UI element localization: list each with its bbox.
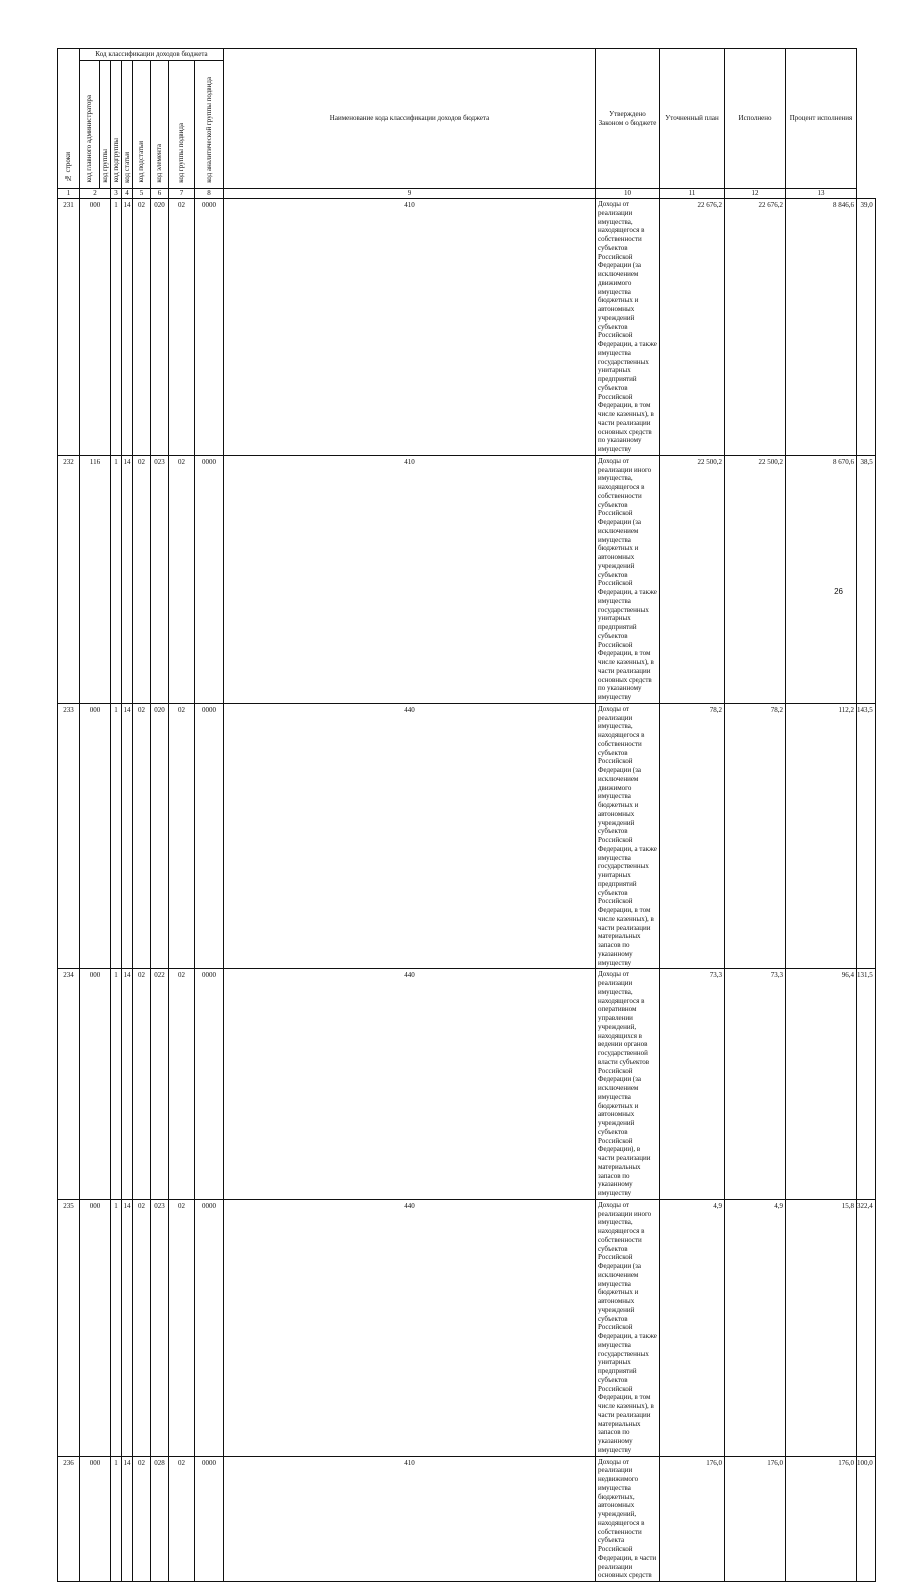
col-num-12: 12 (725, 189, 786, 199)
cell-subgroup-code: 14 (122, 969, 133, 1200)
table-row (58, 1199, 876, 1456)
cell-analytic-code: 440 (224, 969, 596, 1200)
cell-percent: 100,0 (857, 1456, 876, 1582)
cell-group-code: 1 (111, 455, 122, 703)
cell-article-code: 02 (133, 1199, 151, 1456)
header-code-substat: код подстатьи (133, 61, 151, 189)
cell-name: Доходы от реализации иного имущества, находящегося в собственности субъектов Российской Федерации (за исключением имущества бюджетных и автономных учреждений субъектов Российской Федерации, а также имущества государственных унитарных предприятий субъектов Российской Федерации, в том числе казенных), в части реализации материальных запасов по указанному имуществу (596, 1199, 660, 1456)
header-code-subgroup: код подгруппы (111, 61, 122, 189)
cell-refined: 4,9 (725, 1199, 786, 1456)
cell-percent: 322,4 (857, 1199, 876, 1456)
cell-article-code: 02 (133, 455, 151, 703)
table-row (58, 1456, 876, 1582)
cell-refined: 73,3 (725, 969, 786, 1200)
header-percent: Процент исполнения (786, 49, 857, 189)
header-code-article: код статьи (122, 61, 133, 189)
cell-substat-code: 023 (151, 1199, 169, 1456)
cell-element-code: 02 (169, 199, 195, 456)
cell-element-code: 02 (169, 1199, 195, 1456)
cell-subtype-code: 0000 (195, 455, 224, 703)
cell-analytic-code: 410 (224, 1456, 596, 1582)
cell-group-code: 1 (111, 199, 122, 456)
cell-subgroup-code: 14 (122, 199, 133, 456)
col-num-11: 11 (660, 189, 725, 199)
cell-article-code: 02 (133, 1456, 151, 1582)
cell-element-code: 02 (169, 969, 195, 1200)
cell-executed: 8 846,6 (786, 199, 857, 456)
cell-article-code: 02 (133, 199, 151, 456)
cell-approved: 73,3 (660, 969, 725, 1200)
cell-row-number: 233 (58, 703, 80, 969)
cell-analytic-code: 410 (224, 199, 596, 456)
cell-subtype-code: 0000 (195, 1199, 224, 1456)
cell-refined: 176,0 (725, 1456, 786, 1582)
cell-admin-code: 000 (80, 1456, 111, 1582)
cell-admin-code: 000 (80, 969, 111, 1200)
cell-group-code: 1 (111, 1199, 122, 1456)
header-refined: Уточненный план (660, 49, 725, 189)
header-code-subtype: код группы подвида (169, 61, 195, 189)
cell-approved: 22 500,2 (660, 455, 725, 703)
cell-executed: 176,0 (786, 1456, 857, 1582)
cell-subtype-code: 0000 (195, 703, 224, 969)
cell-analytic-code: 440 (224, 1199, 596, 1456)
cell-substat-code: 022 (151, 969, 169, 1200)
header-code-admin: код главного администратора (80, 61, 100, 189)
cell-subtype-code: 0000 (195, 969, 224, 1200)
cell-percent: 39,0 (857, 199, 876, 456)
cell-admin-code: 000 (80, 199, 111, 456)
cell-approved: 22 676,2 (660, 199, 725, 456)
col-num-1: 1 (58, 189, 80, 199)
cell-analytic-code: 410 (224, 455, 596, 703)
cell-row-number: 236 (58, 1456, 80, 1582)
cell-name: Доходы от реализации иного имущества, находящегося в собственности субъектов Российской Федерации (за исключением имущества бюджетных и автономных учреждений субъектов Российской Федерации, а также имущества государственных унитарных предприятий субъектов Российской Федерации, в том числе казенных), в части реализации основных средств по указанному имуществу (596, 455, 660, 703)
cell-subtype-code: 0000 (195, 1456, 224, 1582)
cell-article-code: 02 (133, 969, 151, 1200)
cell-row-number: 231 (58, 199, 80, 456)
cell-substat-code: 028 (151, 1456, 169, 1582)
col-num-9: 9 (224, 189, 596, 199)
cell-percent: 143,5 (857, 703, 876, 969)
cell-substat-code: 023 (151, 455, 169, 703)
cell-element-code: 02 (169, 455, 195, 703)
cell-executed: 96,4 (786, 969, 857, 1200)
cell-approved: 78,2 (660, 703, 725, 969)
header-code-group: код группы (100, 61, 111, 189)
header-name: Наименование кода классификации доходов бюджета (224, 49, 596, 189)
cell-row-number: 234 (58, 969, 80, 1200)
cell-subgroup-code: 14 (122, 455, 133, 703)
cell-group-code: 1 (111, 703, 122, 969)
cell-executed: 112,2 (786, 703, 857, 969)
cell-analytic-code: 440 (224, 703, 596, 969)
cell-group-code: 1 (111, 1456, 122, 1582)
budget-revenue-table (57, 48, 876, 1582)
cell-approved: 176,0 (660, 1456, 725, 1582)
header-approved: Утверждено Законом о бюджете (596, 49, 660, 189)
cell-refined: 22 500,2 (725, 455, 786, 703)
table-row (58, 969, 876, 1200)
col-num-10: 10 (596, 189, 660, 199)
header-code-element: код элемента (151, 61, 169, 189)
header-row-number: № строки (58, 49, 80, 189)
cell-name: Доходы от реализации недвижимого имущества бюджетных, автономных учреждений, находящегося в собственности субъекта Российской Федерации, в части реализации основных средств (596, 1456, 660, 1582)
cell-subtype-code: 0000 (195, 199, 224, 456)
cell-percent: 131,5 (857, 969, 876, 1200)
cell-admin-code: 116 (80, 455, 111, 703)
col-num-6: 6 (151, 189, 169, 199)
page-number: 26 (834, 587, 843, 596)
col-num-13: 13 (786, 189, 857, 199)
cell-element-code: 02 (169, 703, 195, 969)
table-row (58, 199, 876, 456)
col-num-3: 3 (111, 189, 122, 199)
cell-percent: 38,5 (857, 455, 876, 703)
header-executed: Исполнено (725, 49, 786, 189)
col-num-8: 8 (195, 189, 224, 199)
cell-row-number: 232 (58, 455, 80, 703)
cell-element-code: 02 (169, 1456, 195, 1582)
cell-group-code: 1 (111, 969, 122, 1200)
cell-admin-code: 000 (80, 703, 111, 969)
cell-approved: 4,9 (660, 1199, 725, 1456)
cell-executed: 15,8 (786, 1199, 857, 1456)
cell-refined: 22 676,2 (725, 199, 786, 456)
cell-subgroup-code: 14 (122, 1456, 133, 1582)
col-num-5: 5 (133, 189, 151, 199)
col-num-2: 2 (80, 189, 111, 199)
cell-subgroup-code: 14 (122, 703, 133, 969)
cell-article-code: 02 (133, 703, 151, 969)
cell-name: Доходы от реализации имущества, находящегося в оперативном управлении учреждений, находящихся в ведении органов государственной власти субъектов Российской Федерации (за исключением имущества бюджетных и автономных учреждений субъектов Российской Федерации), в части реализации материальных запасов по указанному имуществу (596, 969, 660, 1200)
column-number-row (58, 189, 876, 199)
cell-executed: 8 670,6 (786, 455, 857, 703)
col-num-4: 4 (122, 189, 133, 199)
table-row (58, 455, 876, 703)
header-code-analytic: код аналитической группы подвида (195, 61, 224, 189)
table-row (58, 703, 876, 969)
cell-name: Доходы от реализации имущества, находящегося в собственности субъектов Российской Федерации (за исключением движимого имущества бюджетных и автономных учреждений субъектов Российской Федерации, а также имущества государственных унитарных предприятий субъектов Российской Федерации, в том числе казенных), в части реализации материальных запасов по указанному имуществу (596, 703, 660, 969)
header-classification-group: Код классификации доходов бюджета (80, 49, 224, 61)
cell-name: Доходы от реализации имущества, находящегося в собственности субъектов Российской Федерации (за исключением движимого имущества бюджетных и автономных учреждений субъектов Российской Федерации, а также имущества государственных унитарных предприятий субъектов Российской Федерации, в том числе казенных), в части реализации основных средств по указанному имуществу (596, 199, 660, 456)
cell-row-number: 235 (58, 1199, 80, 1456)
cell-substat-code: 020 (151, 703, 169, 969)
cell-admin-code: 000 (80, 1199, 111, 1456)
cell-subgroup-code: 14 (122, 1199, 133, 1456)
cell-refined: 78,2 (725, 703, 786, 969)
cell-substat-code: 020 (151, 199, 169, 456)
col-num-7: 7 (169, 189, 195, 199)
